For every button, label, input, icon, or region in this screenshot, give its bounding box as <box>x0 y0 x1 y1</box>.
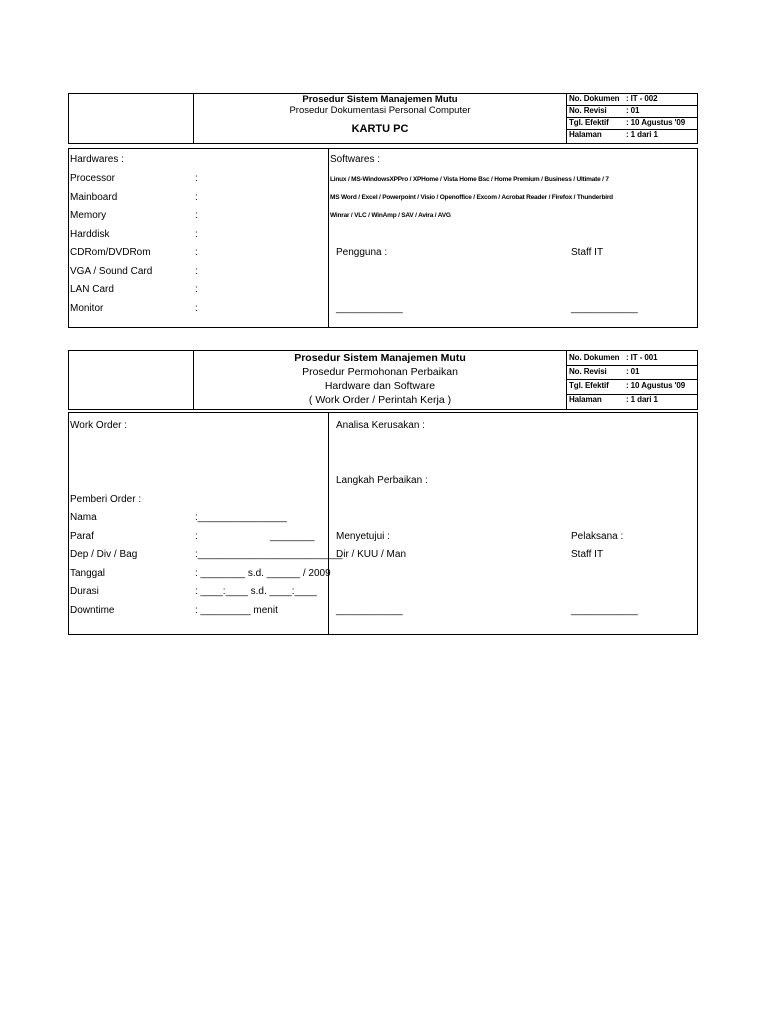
hardware-label: Harddisk <box>70 228 110 240</box>
meta-value: : IT - 002 <box>626 94 658 103</box>
hardware-value-field[interactable]: : <box>195 302 198 314</box>
card2-title: Prosedur Sistem Manajemen Mutu <box>294 352 466 364</box>
card1-title: Prosedur Sistem Manajemen Mutu <box>302 94 458 105</box>
card2-staff-it-label: Staff IT <box>571 549 604 560</box>
hardware-label: Processor <box>70 173 116 184</box>
hardware-label: Memory <box>70 210 107 221</box>
meta-label: No. Revisi <box>569 367 607 376</box>
pengguna-label: Pengguna : <box>336 247 388 258</box>
meta-label: No. Revisi <box>569 106 607 115</box>
hardware-label: VGA / Sound Card <box>70 265 153 277</box>
hardware-label: Mainboard <box>70 191 118 203</box>
meta-label: Tgl. Efektif <box>569 381 609 390</box>
order-field-label: Tanggal <box>70 567 106 579</box>
card2-subtitle-line3: ( Work Order / Perintah Kerja ) <box>308 394 452 406</box>
meta-label: Halaman <box>569 395 602 404</box>
card1-sign-line-left: ____________ <box>336 303 403 314</box>
software-apps-line: MS Word / Excel / Powerpoint / Visio / Openoffice / Excom / Acrobat Reader / Firefox / Thunderbird <box>330 194 613 201</box>
software-tools-line: Winrar / VLC / WinAmp / SAV / Avira / AVG <box>330 212 451 219</box>
meta-value: : IT - 001 <box>626 353 658 362</box>
order-field-value[interactable]: : ________ <box>195 530 315 542</box>
hardware-label: CDRom/DVDRom <box>70 247 151 258</box>
menyetujui-label: Menyetujui : <box>336 531 390 542</box>
hardware-value-field[interactable]: : <box>195 191 198 203</box>
card2-sign-line-right: ____________ <box>571 605 638 616</box>
meta-value: : 01 <box>626 106 640 115</box>
order-field-value[interactable]: :__________________________ <box>195 549 343 560</box>
card1-staff-it-label: Staff IT <box>571 247 604 258</box>
pelaksana-label: Pelaksana : <box>571 531 624 542</box>
card2-sign-line-left: ____________ <box>336 605 403 616</box>
dir-kuu-man-label: Dir / KUU / Man <box>336 549 407 560</box>
order-field-label: Dep / Div / Bag <box>70 549 138 560</box>
meta-value: : 1 dari 1 <box>626 130 658 139</box>
order-field-value[interactable]: : _________ menit <box>195 604 278 616</box>
card1-form-name: KARTU PC <box>351 123 409 135</box>
meta-label: Tgl. Efektif <box>569 118 609 127</box>
hardware-value-field[interactable]: : <box>195 210 198 221</box>
analisa-kerusakan-label: Analisa Kerusakan : <box>336 420 425 431</box>
meta-value: : 10 Agustus '09 <box>626 381 686 390</box>
meta-label: Halaman <box>569 130 602 139</box>
hardware-value-field[interactable]: : <box>195 284 198 295</box>
order-field-value[interactable]: :________________ <box>195 512 287 523</box>
meta-value: : 1 dari 1 <box>626 395 658 404</box>
hardware-label: Monitor <box>70 302 104 314</box>
hardware-value-field[interactable]: : <box>195 265 198 277</box>
card2-subtitle-line1: Prosedur Permohonan Perbaikan <box>302 366 458 378</box>
hardware-label: LAN Card <box>70 284 114 295</box>
meta-value: : 01 <box>626 367 640 376</box>
pemberi-order-label: Pemberi Order : <box>70 494 142 505</box>
software-os-line: Linux / MS-WindowsXPPro / XPHome / Vista Home Bsc / Home Premium / Business / Ultimate / 7 <box>330 176 609 183</box>
card1-body-box <box>68 148 698 328</box>
card2-body-box <box>68 412 698 635</box>
meta-label: No. Dokumen <box>569 94 620 103</box>
order-field-value[interactable]: : ________ s.d. ______ / 2009 <box>195 567 331 579</box>
order-field-value[interactable]: : ____:____ s.d. ____:____ <box>195 586 317 597</box>
meta-value: : 10 Agustus '09 <box>626 118 686 127</box>
card2-subtitle-line2: Hardware dan Software <box>324 380 436 392</box>
order-field-label: Durasi <box>70 586 99 597</box>
hardware-value-field[interactable]: : <box>195 247 198 258</box>
meta-label: No. Dokumen <box>569 353 620 362</box>
order-field-label: Downtime <box>70 604 115 616</box>
order-field-label: Nama <box>70 512 97 523</box>
softwares-label: Softwares : <box>330 154 381 165</box>
card1-subtitle: Prosedur Dokumentasi Personal Computer <box>289 105 471 116</box>
order-field-label: Paraf <box>70 530 94 542</box>
hardware-value-field[interactable]: : <box>195 228 198 240</box>
card1-sign-line-right: ____________ <box>571 303 638 314</box>
hardware-value-field[interactable]: : <box>195 173 198 184</box>
work-order-label: Work Order : <box>70 420 128 431</box>
hardwares-label: Hardwares : <box>70 154 124 165</box>
langkah-perbaikan-label: Langkah Perbaikan : <box>336 475 428 486</box>
